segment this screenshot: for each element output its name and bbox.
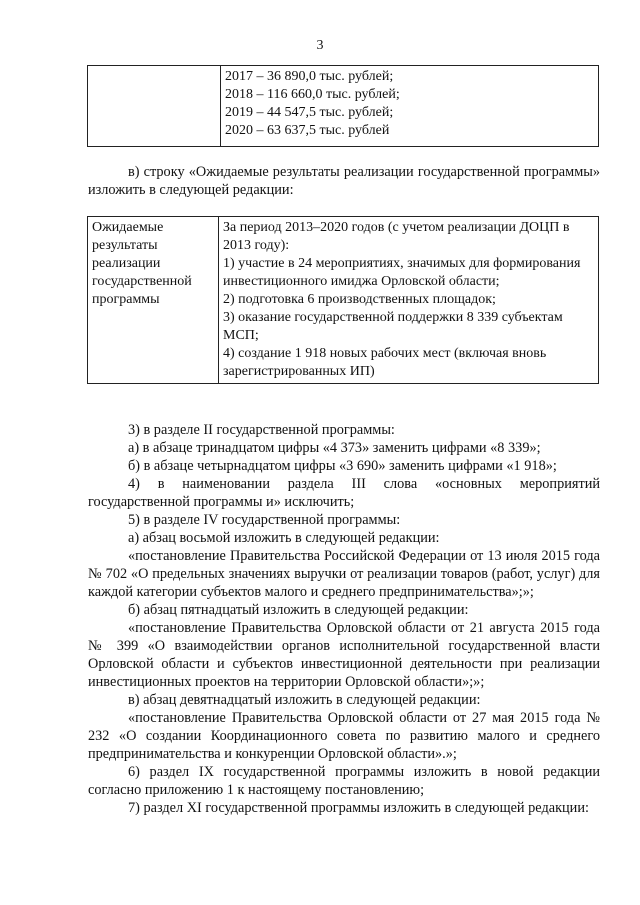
item-3a: а) в абзаце тринадцатом цифры «4 373» заменить цифрами «8 339»; [128,440,541,456]
item-5v: в) абзац девятнадцатый изложить в следующей редакции: [128,692,481,708]
item-7: 7) раздел XI государственной программы изложить в следующей редакции: [128,800,589,816]
funding-line: 2017 – 36 890,0 тыс. рублей; [225,69,394,84]
item-4: 4) в наименовании раздела III слова «основных мероприятий государственной программы и» исключить; [88,476,600,510]
item-5: 5) в разделе IV государственной программы: [128,512,401,528]
item-5b: б) абзац пятнадцатый изложить в следующей редакции: [128,602,469,618]
item-5a-quote: «постановление Правительства Российской Федерации от 13 июля 2015 года № 702 «О предельных значениях выручки от реализации товаров (работ, услуг) для каждой категории субъектов малого и среднего предпринимательства»;»; [88,548,600,600]
result-line: 1) участие в 24 мероприятиях, значимых для формирования инвестиционного имиджа Орловской области; [223,256,581,289]
paragraph-v: в) строку «Ожидаемые результаты реализации государственной программы» изложить в следующей редакции: [88,164,600,198]
item-3b: б) в абзаце четырнадцатом цифры «3 690» заменить цифрами «1 918»; [128,458,557,474]
funding-line: 2019 – 44 547,5 тыс. рублей; [225,105,394,120]
result-line: За период 2013–2020 годов (с учетом реализации ДОЦП в 2013 году): [223,220,570,253]
funding-table-empty-cell [88,66,221,147]
expected-results-label-cell: Ожидаемые результаты реализации государственной программы [88,217,219,384]
funding-line: 2020 – 63 637,5 тыс. рублей [225,123,390,138]
page-number: 3 [316,38,324,53]
result-line: 2) подготовка 6 производственных площадок; [223,292,496,307]
item-6: 6) раздел IX государственной программы изложить в новой редакции согласно приложению 1 к настоящему постановлению; [88,764,600,798]
result-line: 3) оказание государственной поддержки 8 339 субъектам МСП; [223,310,563,343]
amendments-list [88,421,600,817]
item-5b-quote: «постановление Правительства Орловской области от 21 августа 2015 года № 399 «О взаимодействии органов исполнительной государственной власти Орловской области и субъектов инвестиционной деятельности при реализации инвестиционных проектов на территории Орловской области»;»; [88,620,600,690]
result-line: 4) создание 1 918 новых рабочих мест (включая вновь зарегистрированных ИП) [223,346,547,379]
item-3: 3) в разделе II государственной программы: [128,422,395,438]
expected-results-values-cell [219,217,599,384]
expected-results-table [87,216,599,384]
funding-table [87,65,599,147]
funding-line: 2018 – 116 660,0 тыс. рублей; [225,87,400,102]
item-5v-quote: «постановление Правительства Орловской области от 27 мая 2015 года № 232 «О создании Координационного совета по развитию малого и среднего предпринимательства и конкуренции Орловской области».»; [88,710,600,762]
item-5a: а) абзац восьмой изложить в следующей редакции: [128,530,440,546]
paragraph-v-block [88,163,600,199]
funding-table-values-cell [221,66,599,147]
